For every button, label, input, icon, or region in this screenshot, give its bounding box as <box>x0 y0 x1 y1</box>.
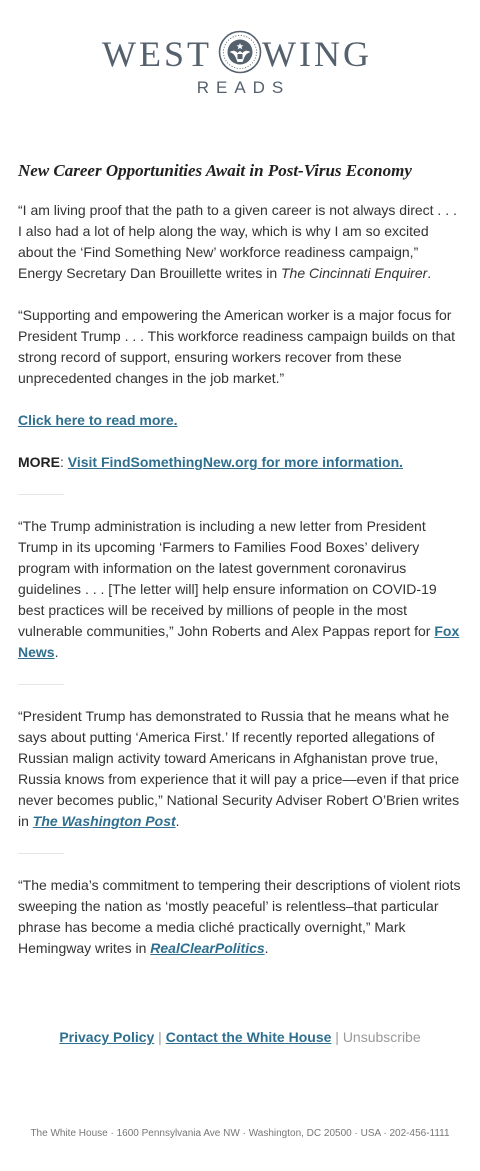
footer-separator: | <box>154 1029 166 1045</box>
source-link-realclearpolitics[interactable]: RealClearPolitics <box>150 940 265 956</box>
logo-word-wing: WING <box>262 34 372 74</box>
article-paragraph-1-end: . <box>427 265 432 281</box>
newsletter-header <box>0 0 480 130</box>
logo-word-reads: READS <box>196 78 291 97</box>
news-item-end: . <box>264 940 269 956</box>
news-item-text: “The media’s commitment to tempering their descriptions of violent riots sweeping the nation as ‘mostly peaceful’ is relentless–that particular phrase has become a media cliché practically overnight,” Mark Hemingway writes in <box>18 877 461 956</box>
more-label: MORE <box>18 454 60 470</box>
news-item-text: “The Trump administration is including a new letter from President Trump in its upcoming ‘Farmers to Families Food Boxes’ delivery program with information on the latest government coronavirus guidelines . . . [The letter will] help ensure information on COVID-19 best practices will be received by millions of people in the most vulnerable communities,” John Roberts and Alex Pappas report for <box>18 518 437 639</box>
footer-separator: | <box>331 1029 343 1045</box>
divider <box>18 494 64 495</box>
presidential-seal-icon <box>218 30 262 74</box>
find-something-new-link[interactable]: Visit FindSomethingNew.org for more information. <box>67 454 404 470</box>
contact-white-house-link[interactable]: Contact the White House <box>165 1029 332 1045</box>
source-link-fox-news[interactable]: Fox News <box>18 623 460 660</box>
article-paragraph-1-text: “I am living proof that the path to a given career is not always direct . . . I also had a lot of help along the way, which is why I am so excited about the ‘Find Something New’ workforce readiness campaign,” Energy Secretary Dan Brouillette writes in <box>18 202 457 281</box>
footer-address: The White House · 1600 Pennsylvania Ave NW · Washington, DC 20500 · USA · 202-456-1111 <box>30 1128 450 1139</box>
news-item-realclearpolitics <box>18 875 464 959</box>
divider <box>18 853 64 854</box>
divider <box>18 684 64 685</box>
more-row <box>18 452 464 473</box>
read-more-link[interactable]: Click here to read more. <box>18 412 178 428</box>
more-colon: : <box>60 454 68 470</box>
article-headline: New Career Opportunities Await in Post-Virus Economy <box>18 161 412 180</box>
article-paragraph-2: “Supporting and empowering the American worker is a major focus for President Trump . . . This workforce readiness campaign builds on that strong record of support, ensuring workers recover from these unprecedented changes in the job market.” <box>18 307 456 386</box>
privacy-policy-link[interactable]: Privacy Policy <box>59 1029 155 1045</box>
source-link-washington-post[interactable]: The Washington Post <box>32 813 176 829</box>
unsubscribe-link[interactable]: Unsubscribe <box>342 1029 421 1045</box>
newsletter-body <box>18 158 464 980</box>
logo-word-west: WEST <box>102 34 212 74</box>
article-paragraph-1 <box>18 200 464 284</box>
footer-links <box>0 1028 480 1046</box>
news-item-fox <box>18 516 464 663</box>
news-item-text: “President Trump has demonstrated to Russia that he means what he says about putting ‘America First.’ If recently reported allegations of Russian malign activity toward Americans in Afghanistan prove true, Russia knows from experience that it will pay a price—even if that price never becomes public,” National Security Adviser Robert O’Brien writes in <box>18 708 460 829</box>
source-cincinnati-enquirer: The Cincinnati Enquirer <box>281 265 428 281</box>
news-item-end: . <box>54 644 59 660</box>
read-more-row <box>18 410 464 431</box>
news-item-end: . <box>175 813 180 829</box>
news-item-washington-post <box>18 706 464 832</box>
